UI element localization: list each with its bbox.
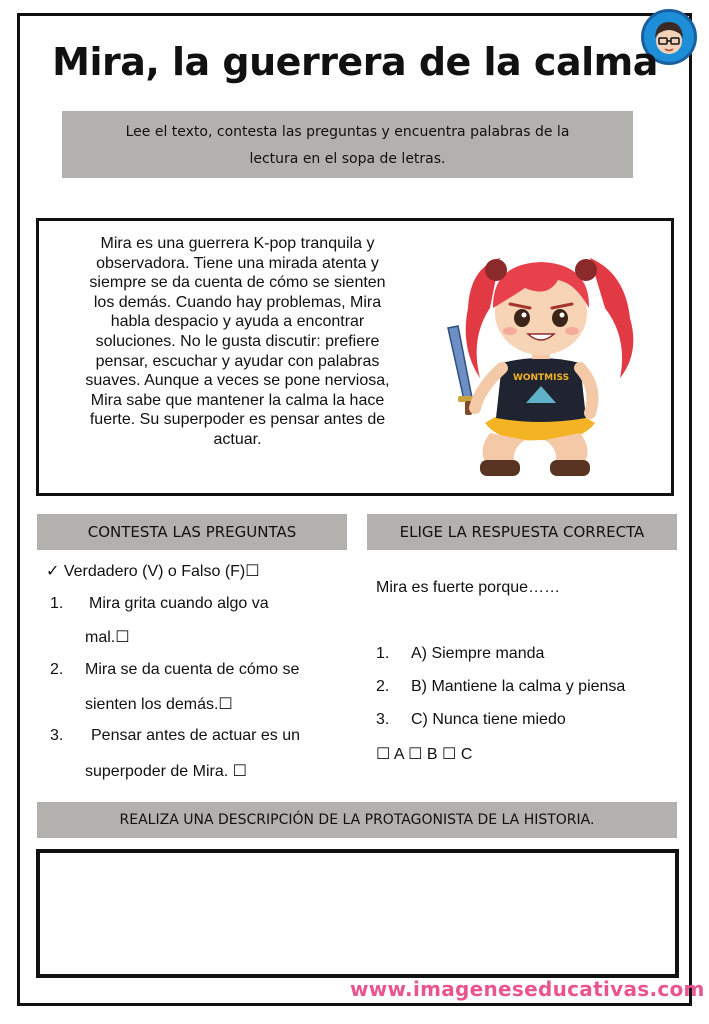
mira-illustration bbox=[430, 228, 650, 488]
story-line: suaves. Aunque a veces se pone nerviosa, bbox=[85, 372, 390, 390]
true-false-label: Verdadero (V) o Falso (F)☐ bbox=[63, 563, 260, 580]
question-number: 3. bbox=[50, 727, 64, 744]
question-text: Mira se da cuenta de cómo se bbox=[85, 661, 300, 678]
story-line: habla despacio y ayuda a encontrar bbox=[110, 313, 365, 331]
choose-answer-header: ELIGE LA RESPUESTA CORRECTA bbox=[367, 514, 677, 550]
watermark: www.imageneseducativas.com bbox=[350, 977, 705, 1001]
instructions-line-1: Lee el texto, contesta las preguntas y encuentra palabras de la bbox=[125, 124, 570, 140]
questions-header: CONTESTA LAS PREGUNTAS bbox=[37, 514, 347, 550]
story-line: los demás. Cuando hay problemas, Mira bbox=[93, 293, 382, 311]
story-line: fuerte. Su superpoder es pensar antes de bbox=[89, 411, 386, 429]
option-number: 3. bbox=[376, 711, 390, 728]
story-line: pensar, escuchar y ayudar con palabras bbox=[95, 352, 380, 370]
page-title: Mira, la guerrera de la calma bbox=[52, 40, 658, 84]
true-false-instruction bbox=[46, 561, 260, 581]
answer-checkboxes[interactable]: ☐ A ☐ B ☐ C bbox=[376, 746, 473, 763]
story-line: soluciones. No le gusta discutir: prefiere bbox=[95, 332, 380, 350]
story-line: siempre se da cuenta de cómo se sienten bbox=[89, 274, 386, 292]
description-header: REALIZA UNA DESCRIPCIÓN DE LA PROTAGONISTA DE LA HISTORIA. bbox=[37, 802, 677, 838]
instructions-line-2: lectura en el sopa de letras. bbox=[249, 151, 446, 167]
option-number: 1. bbox=[376, 645, 390, 662]
question-text-cont[interactable]: superpoder de Mira. ☐ bbox=[85, 763, 247, 780]
question-text-cont[interactable]: sienten los demás.☐ bbox=[85, 696, 233, 713]
description-answer-box[interactable] bbox=[36, 849, 679, 978]
shirt-text: WONTMISS bbox=[512, 373, 570, 383]
question-text-cont[interactable]: mal.☐ bbox=[85, 629, 130, 646]
question-number: 1. bbox=[50, 595, 64, 612]
story-line: Mira sabe que mantener la calma la hace bbox=[90, 391, 385, 409]
story-line: actuar. bbox=[213, 430, 262, 448]
option-number: 2. bbox=[376, 678, 390, 695]
story-text bbox=[55, 234, 420, 450]
story-line: observadora. Tiene una mirada atenta y bbox=[96, 254, 379, 272]
option-text: C) Nunca tiene miedo bbox=[411, 711, 566, 728]
instructions-banner bbox=[62, 111, 633, 178]
option-text: B) Mantiene la calma y piensa bbox=[411, 678, 626, 695]
answer-prompt: Mira es fuerte porque…… bbox=[376, 579, 561, 596]
question-number: 2. bbox=[50, 661, 64, 678]
check-icon: ✓ bbox=[46, 563, 60, 580]
question-text: Pensar antes de actuar es un bbox=[91, 727, 301, 744]
option-text: A) Siempre manda bbox=[411, 645, 545, 662]
story-line: Mira es una guerrera K-pop tranquila y bbox=[100, 235, 375, 252]
question-text: Mira grita cuando algo va bbox=[89, 595, 269, 612]
